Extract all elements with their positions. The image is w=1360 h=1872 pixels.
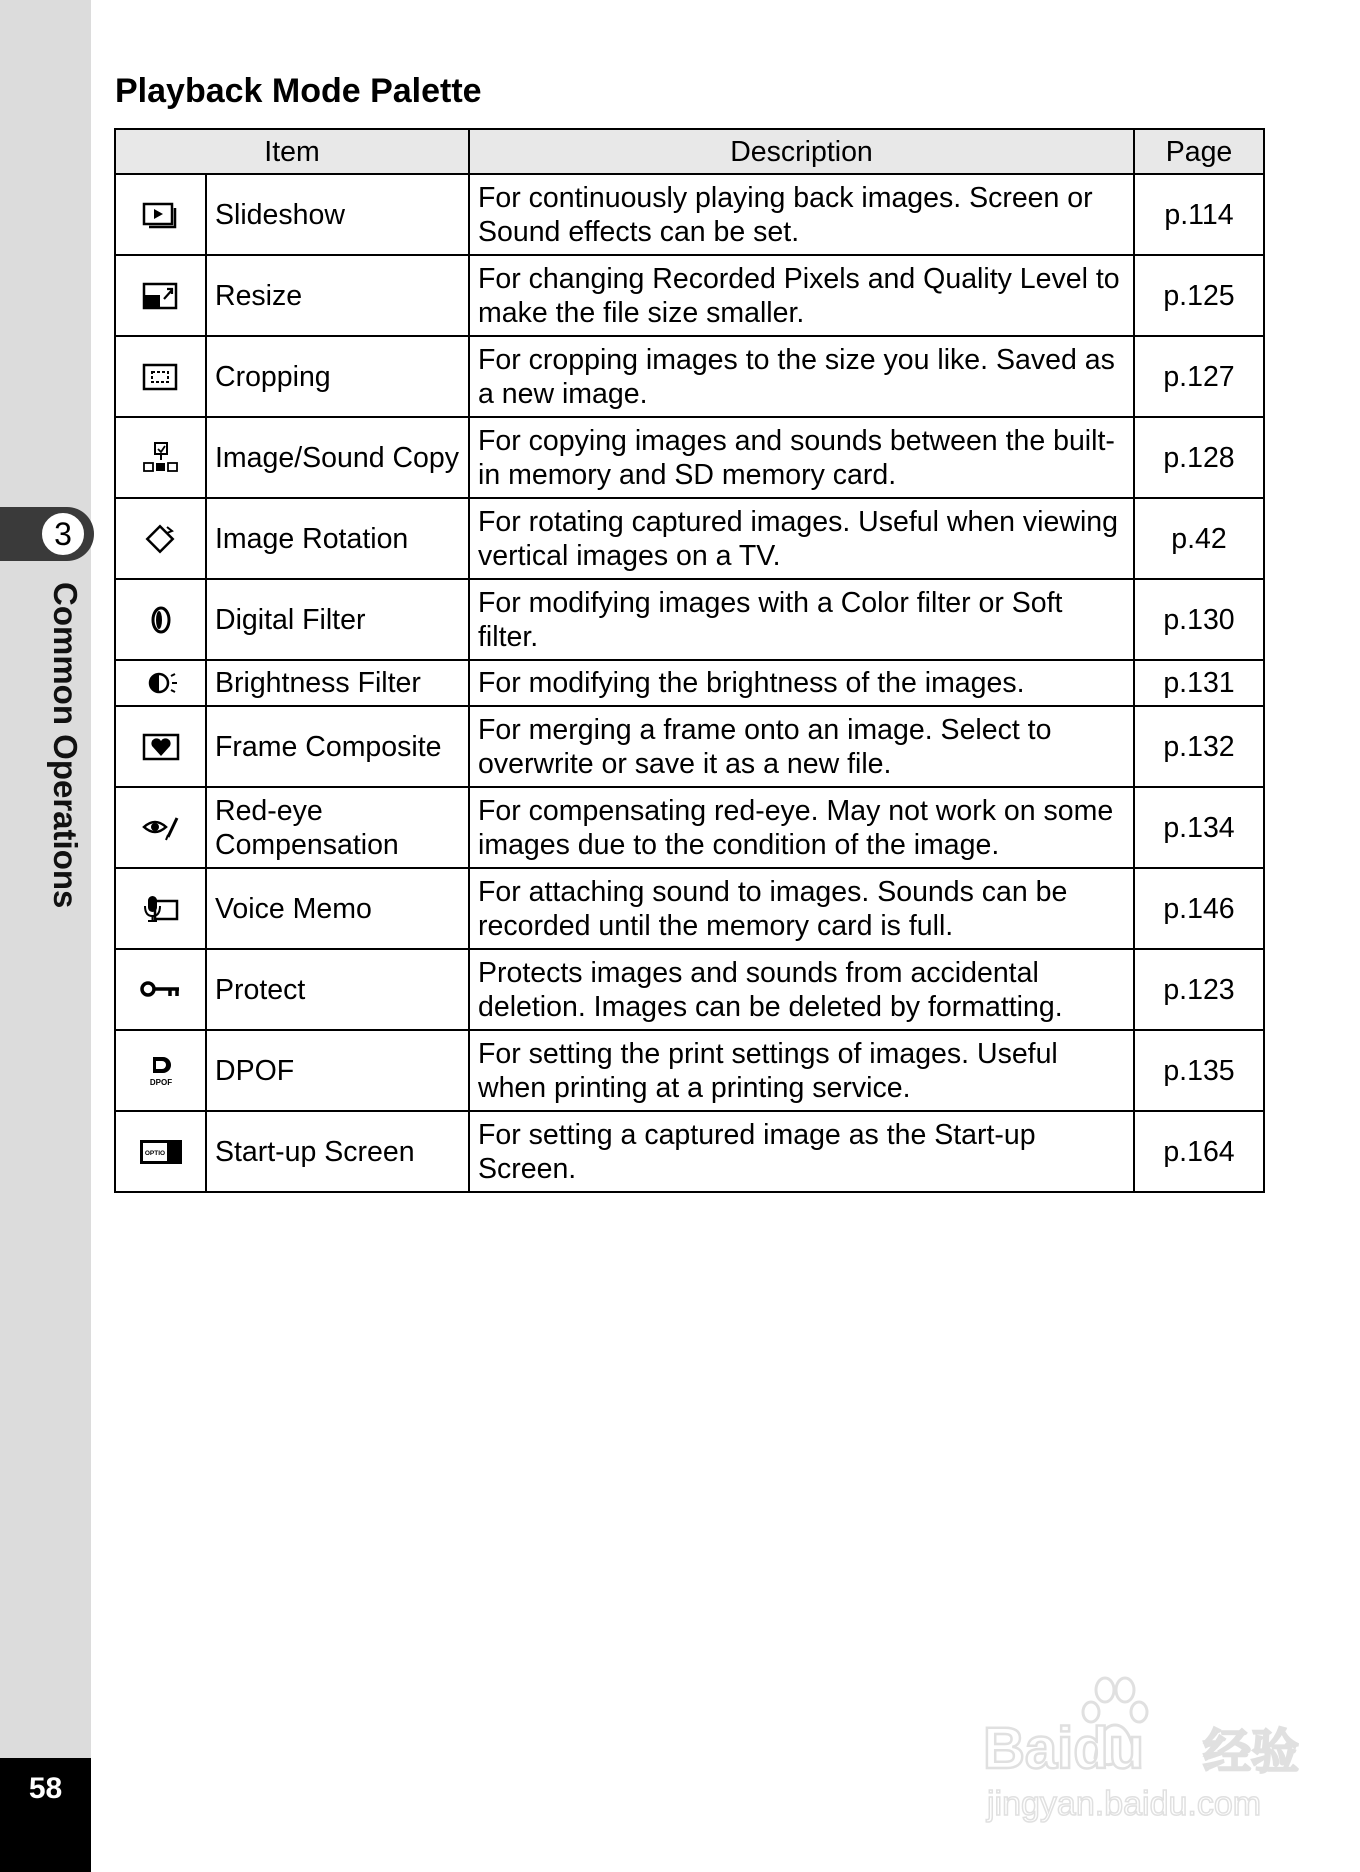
item-name: Resize xyxy=(206,255,469,336)
table-row xyxy=(115,579,1264,660)
page-reference: p.164 xyxy=(1134,1111,1264,1192)
item-description: For modifying the brightness of the images. xyxy=(469,660,1134,706)
cropping-icon xyxy=(124,362,197,392)
watermark-brand: Baidu xyxy=(983,1716,1145,1781)
image-sound-copy-icon xyxy=(124,441,197,475)
table-row xyxy=(115,498,1264,579)
watermark-chinese: 经验 xyxy=(1203,1724,1300,1780)
header-page: Page xyxy=(1134,129,1264,174)
optio-label: OPTIO xyxy=(144,1149,165,1157)
brightness-filter-icon xyxy=(124,668,197,698)
item-name: Frame Composite xyxy=(206,706,469,787)
item-name: Slideshow xyxy=(206,174,469,255)
dpof-icon xyxy=(124,1053,197,1089)
table-row xyxy=(115,706,1264,787)
page-reference: p.128 xyxy=(1134,417,1264,498)
header-description: Description xyxy=(469,129,1134,174)
item-description: For continuously playing back images. Screen or Sound effects can be set. xyxy=(469,174,1134,255)
item-description: For attaching sound to images. Sounds can be recorded until the memory card is full. xyxy=(469,868,1134,949)
chapter-number: 3 xyxy=(39,510,87,558)
page-reference: p.135 xyxy=(1134,1030,1264,1111)
item-name: Protect xyxy=(206,949,469,1030)
protect-key-icon xyxy=(124,977,197,1003)
page-reference: p.127 xyxy=(1134,336,1264,417)
watermark-url: jingyan.baidu.com xyxy=(987,1785,1262,1823)
item-description: For cropping images to the size you like. Saved as a new image. xyxy=(469,336,1134,417)
page-reference: p.131 xyxy=(1134,660,1264,706)
page-reference: p.132 xyxy=(1134,706,1264,787)
start-up-screen-icon xyxy=(124,1137,197,1167)
item-description: For setting the print settings of images. Useful when printing at a printing service. xyxy=(469,1030,1134,1111)
item-description: Protects images and sounds from accidental deletion. Images can be deleted by formatting. xyxy=(469,949,1134,1030)
item-name: Start-up Screen xyxy=(206,1111,469,1192)
voice-memo-icon xyxy=(124,893,197,925)
table-row xyxy=(115,417,1264,498)
page-reference: p.134 xyxy=(1134,787,1264,868)
item-description: For compensating red-eye. May not work on some images due to the condition of the image. xyxy=(469,787,1134,868)
table-row xyxy=(115,949,1264,1030)
table-row xyxy=(115,336,1264,417)
item-name: Cropping xyxy=(206,336,469,417)
digital-filter-icon xyxy=(124,604,197,636)
playback-palette-table xyxy=(114,128,1265,1193)
page-reference: p.130 xyxy=(1134,579,1264,660)
page-reference: p.42 xyxy=(1134,498,1264,579)
table-row xyxy=(115,255,1264,336)
item-name: Image/Sound Copy xyxy=(206,417,469,498)
page-reference: p.114 xyxy=(1134,174,1264,255)
side-bar xyxy=(0,0,91,1872)
table-row xyxy=(115,1111,1264,1192)
item-description: For rotating captured images. Useful when viewing vertical images on a TV. xyxy=(469,498,1134,579)
table-row xyxy=(115,868,1264,949)
item-description: For modifying images with a Color filter or Soft filter. xyxy=(469,579,1134,660)
item-name: Digital Filter xyxy=(206,579,469,660)
table-row xyxy=(115,787,1264,868)
table-row xyxy=(115,174,1264,255)
slideshow-icon xyxy=(124,200,197,230)
item-description: For setting a captured image as the Start-up Screen. xyxy=(469,1111,1134,1192)
item-description: For copying images and sounds between the built-in memory and SD memory card. xyxy=(469,417,1134,498)
item-name: Brightness Filter xyxy=(206,660,469,706)
frame-composite-icon xyxy=(124,732,197,762)
item-name: Red-eye Compensation xyxy=(206,787,469,868)
item-name: Voice Memo xyxy=(206,868,469,949)
page-reference: p.146 xyxy=(1134,868,1264,949)
page-reference: p.123 xyxy=(1134,949,1264,1030)
table-row xyxy=(115,1030,1264,1111)
chapter-title: Common Operations xyxy=(47,582,84,909)
red-eye-compensation-icon xyxy=(124,812,197,844)
table-row xyxy=(115,660,1264,706)
resize-icon xyxy=(124,281,197,311)
page-reference: p.125 xyxy=(1134,255,1264,336)
baidu-watermark xyxy=(975,1670,1305,1830)
item-name: Image Rotation xyxy=(206,498,469,579)
item-description: For merging a frame onto an image. Select to overwrite or save it as a new file. xyxy=(469,706,1134,787)
image-rotation-icon xyxy=(124,523,197,555)
header-item: Item xyxy=(115,129,469,174)
page-number: 58 xyxy=(28,1772,63,1805)
dpof-label: DPOF xyxy=(149,1077,172,1087)
item-description: For changing Recorded Pixels and Quality Level to make the file size smaller. xyxy=(469,255,1134,336)
page-heading: Playback Mode Palette xyxy=(115,72,482,110)
item-name: DPOF xyxy=(206,1030,469,1111)
